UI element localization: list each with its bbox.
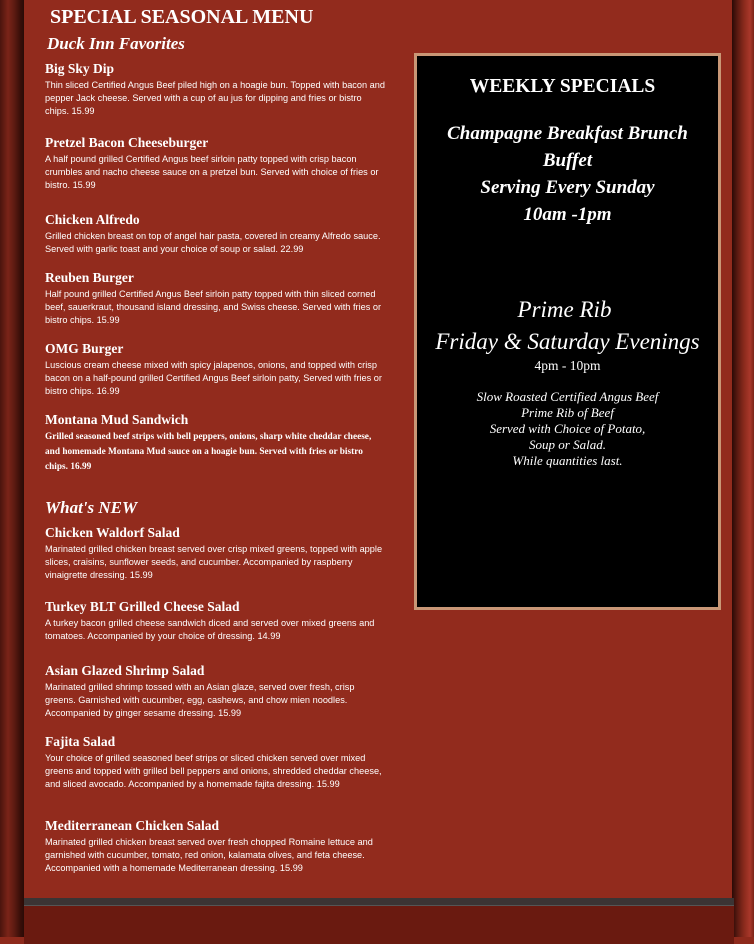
prime-rib-special xyxy=(417,294,718,358)
menu-item-description: Thin sliced Certified Angus Beef piled high on a hoagie bun. Topped with bacon and pepper Jack cheese. Served with a cup of au jus for dipping and fries or bistro chips. 15.99 xyxy=(45,80,386,116)
menu-item-chicken-waldorf-salad xyxy=(45,525,387,582)
right-border xyxy=(732,0,754,937)
menu-item-turkey-blt-grilled-cheese-salad xyxy=(45,599,387,643)
prime-rib-desc-line: Prime Rib of Beef xyxy=(521,405,614,420)
menu-item-omg-burger xyxy=(45,341,387,398)
menu-item-name: Chicken Waldorf Salad xyxy=(45,525,180,540)
menu-item-name: Turkey BLT Grilled Cheese Salad xyxy=(45,599,240,614)
prime-rib-description xyxy=(417,389,718,469)
menu-item-name: Montana Mud Sandwich xyxy=(45,412,189,427)
prime-rib-days: Friday & Saturday Evenings xyxy=(435,329,700,354)
menu-item-description: Marinated grilled chicken breast served over crisp mixed greens, topped with apple slices, craisins, sunflower seeds, and cucumber. Accompanied by raspberry vinaigrette dressing. 15.99 xyxy=(45,544,383,580)
brunch-line: Buffet xyxy=(542,150,593,171)
prime-rib-title: Prime Rib xyxy=(517,297,612,322)
menu-item-big-sky-dip xyxy=(45,61,387,118)
brunch-line: Champagne Breakfast Brunch xyxy=(447,123,688,144)
menu-item-description: Grilled chicken breast on top of angel hair pasta, covered in creamy Alfredo sauce. Served with garlic toast and your choice of soup or salad. 22.99 xyxy=(45,231,381,254)
prime-rib-desc-line: Served with Choice of Potato, xyxy=(489,421,646,436)
menu-title: SPECIAL SEASONAL MENU xyxy=(50,6,314,28)
menu-item-name: Pretzel Bacon Cheeseburger xyxy=(45,135,209,150)
left-border xyxy=(0,0,24,937)
menu-item-description: Half pound grilled Certified Angus Beef sirloin patty topped with thin sliced corned beef, sauerkraut, thousand island dressing, and Swiss cheese. Served with fries or bistro chips. 15.99 xyxy=(45,289,382,325)
prime-rib-desc-line: While quantities last. xyxy=(512,453,623,468)
menu-item-name: Mediterranean Chicken Salad xyxy=(45,818,219,833)
menu-item-fajita-salad xyxy=(45,734,387,791)
brunch-line: 10am -1pm xyxy=(523,204,612,225)
menu-item-mediterranean-chicken-salad xyxy=(45,818,387,875)
menu-item-description: A half pound grilled Certified Angus beef sirloin patty topped with crisp bacon crumbles and nacho cheese sauce on a pretzel bun. Served with choice of fries or bistro. 15.99 xyxy=(45,154,379,190)
menu-item-name: Fajita Salad xyxy=(45,734,116,749)
menu-item-name: OMG Burger xyxy=(45,341,124,356)
menu-item-name: Big Sky Dip xyxy=(45,61,115,76)
menu-item-description: Marinated grilled chicken breast served over fresh chopped Romaine lettuce and garnished with cucumber, tomato, red onion, kalamata olives, and feta cheese. Accompanied with a homemade Mediterranean dressing. 15.99 xyxy=(45,837,373,873)
menu-item-name: Reuben Burger xyxy=(45,270,134,285)
menu-item-montana-mud-sandwich xyxy=(45,412,387,475)
menu-item-description: A turkey bacon grilled cheese sandwich diced and served over mixed greens and tomatoes. Accompanied by your choice of dressing. 14.99 xyxy=(45,618,375,641)
menu-item-asian-glazed-shrimp-salad xyxy=(45,663,387,720)
prime-rib-hours: 4pm - 10pm xyxy=(534,358,601,373)
section-title-whats-new: What's NEW xyxy=(45,498,138,517)
menu-item-description: Marinated grilled shrimp tossed with an Asian glaze, served over fresh, crisp greens. Garnished with cucumber, egg, cashews, and chow mien noodles. Accompanied by ginger sesame dressing. 15.99 xyxy=(45,682,355,718)
brunch-special xyxy=(427,120,708,228)
weekly-specials-box xyxy=(414,53,721,610)
menu-item-name: Asian Glazed Shrimp Salad xyxy=(45,663,205,678)
menu-item-description: Luscious cream cheese mixed with spicy jalapenos, onions, and topped with crisp bacon on a half-pound grilled Certified Angus Beef sirloin patty, Served with fries or bistro chips. 16.99 xyxy=(45,360,382,396)
prime-rib-desc-line: Soup or Salad. xyxy=(529,437,606,452)
brunch-line: Serving Every Sunday xyxy=(480,177,655,198)
section-title-favorites: Duck Inn Favorites xyxy=(47,34,185,53)
menu-item-name: Chicken Alfredo xyxy=(45,212,140,227)
menu-item-chicken-alfredo xyxy=(45,212,387,256)
weekly-specials-title: WEEKLY SPECIALS xyxy=(469,76,656,97)
footer-bar xyxy=(24,898,734,944)
menu-item-description: Grilled seasoned beef strips with bell peppers, onions, sharp white cheddar cheese, and homemade Montana Mud sauce on a hoagie bun. Served with fries or bistro chips. 16.99 xyxy=(45,432,372,472)
menu-item-description: Your choice of grilled seasoned beef strips or sliced chicken served over mixed greens and topped with grilled bell peppers and onions, shredded cheddar cheese, and sliced avocado. Accompanied by a homemade fajita dressing. 15.99 xyxy=(45,753,382,789)
menu-item-reuben-burger xyxy=(45,270,387,327)
menu-item-pretzel-bacon-cheeseburger xyxy=(45,135,387,192)
prime-rib-desc-line: Slow Roasted Certified Angus Beef xyxy=(476,389,659,404)
